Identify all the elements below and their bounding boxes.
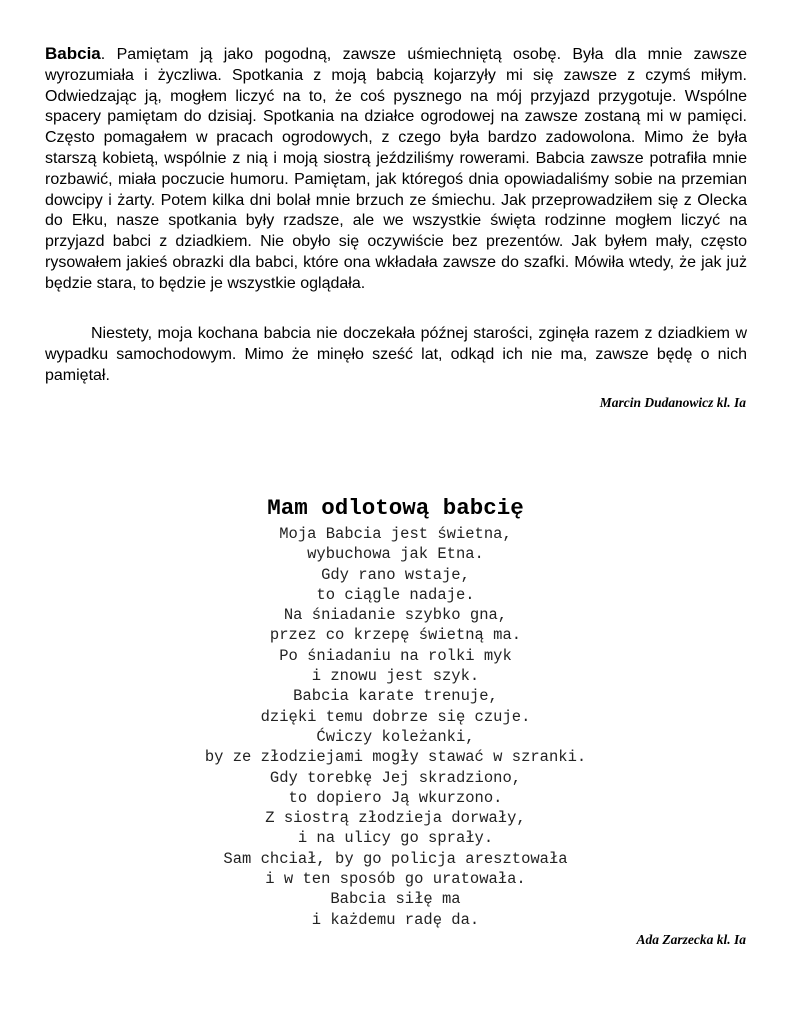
poem-line: wybuchowa jak Etna. [307,545,484,564]
essay-lead-word: Babcia [45,44,101,63]
poem-body [0,524,791,930]
essay-paragraph-2: Niestety, moja kochana babcia nie doczekała późnej starości, zginęła razem z dziadkiem w wypadku samochodowym. Mimo że minęło sześć lat, odkąd ich nie ma, zawsze będę o nich pamiętał. [45,325,747,384]
essay-paragraph-1-text: . Pamiętam ją jako pogodną, zawsze uśmiechniętą osobę. Była dla mnie zawsze wyrozumiała i życzliwa. Spotkania z moją babcią kojarzyły mi się zawsze z czymś miłym. Odwiedzając ją, mogłem liczyć na to, że coś pysznego na mój przyjazd przygotuje. Wspólne spacery pamiętam do dzisiaj. Spotkania na działce ogrodowej na zawsze zostaną mi w pamięci. Często pomagałem w pracach ogrodowych, z czego była bardzo zadowolona. Mimo że była starszą kobietą, wspólnie z nią i moją siostrą jeździliśmy rowerami. Babcia zawsze potrafiła mnie rozbawić, miała poczucie humoru. Pamiętam, jak któregoś dnia opowiadaliśmy sobie na przemian dowcipy i żarty. Potem kilka dni bolał mnie brzuch ze śmiechu. Jak przeprowadziłem się z Olecka do Ełku, nasze spotkania były rzadsze, ale we wszystkie święta rodzinne mogłem liczyć na przyjazd babci z dziadkiem. Nie obyło się oczywiście bez prezentów. Jak byłem mały, często rysowałem jakieś obrazki dla babci, które ona wkładała zawsze do szafki. Mówiła wtedy, że jak już będzie stara, to będzie je wszystkie oglądała. [45,46,747,292]
poem-line: to dopiero Ją wkurzono. [288,788,503,807]
poem-author-signature: Ada Zarzecka kl. Ia [636,932,746,947]
poem-line: Gdy rano wstaje, [321,565,470,584]
poem-line: Moja Babcia jest świetna, [279,525,512,543]
poem-line: dzięki temu dobrze się czuje. [260,707,531,726]
poem-line: Po śniadaniu na rolki myk [279,646,512,665]
poem-line: i każdemu radę da. [311,910,480,929]
poem-title: Mam odlotową babcię [267,495,524,521]
poem-line: Sam chciał, by go policja aresztowała [223,849,568,868]
poem-line: Z siostrą złodzieja dorwały, [265,809,526,828]
poem-line: Gdy torebkę Jej skradziono, [269,768,522,787]
poem-line: i na ulicy go sprały. [297,829,494,848]
poem-line: i w ten sposób go uratowała. [265,870,526,889]
poem-line: Ćwiczy koleżanki, [316,727,475,746]
poem-line: by ze złodziejami mogły stawać w szranki. [204,748,587,767]
poem-line: to ciągle nadaje. [316,585,475,604]
poem-line: Babcia siłę ma [330,890,461,909]
essay-paragraph-1 [45,44,747,295]
poem-line: przez co krzepę świetną ma. [269,626,522,645]
poem-line: i znowu jest szyk. [311,667,480,686]
poem-line: Babcia karate trenuje, [293,687,498,706]
poem-line: Na śniadanie szybko gna, [283,606,508,625]
essay-author-signature: Marcin Dudanowicz kl. Ia [599,395,746,410]
